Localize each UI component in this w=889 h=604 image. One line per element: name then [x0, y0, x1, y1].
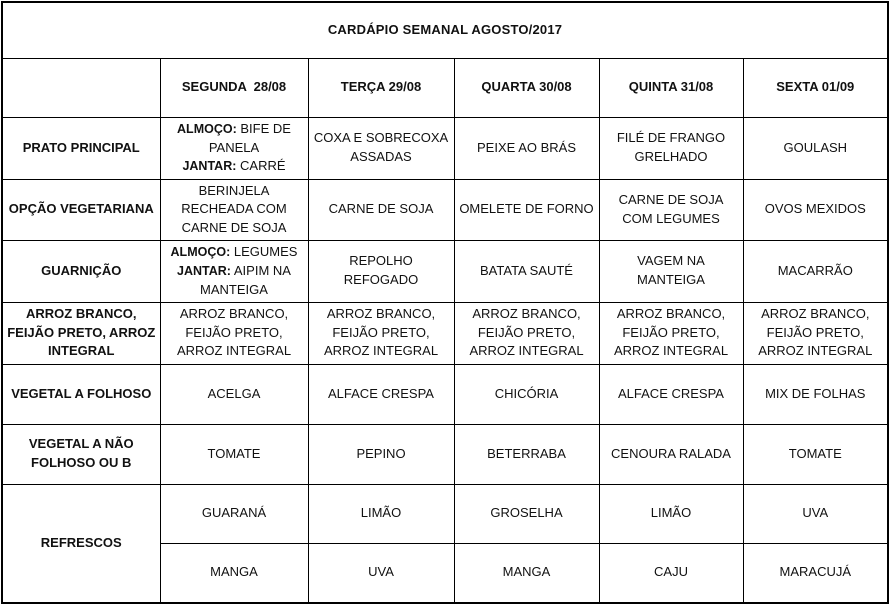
row-label-arroz-feijao: ARROZ BRANCO, FEIJÃO PRETO, ARROZ INTEGRAL [2, 302, 160, 364]
row-opcao-vegetariana [2, 179, 888, 241]
cell-guarnicao-quarta: BATATA SAUTÉ [454, 241, 599, 303]
row-arroz-feijao [2, 302, 888, 364]
cell-vegetal-nao-folhoso-quinta: CENOURA RALADA [599, 424, 743, 484]
weekly-menu-table [1, 1, 889, 604]
row-label-guarnicao: GUARNIÇÃO [2, 241, 160, 303]
title-row [2, 2, 888, 58]
almoco-line: ALMOÇO: LEGUMES [170, 244, 298, 260]
cell-prato-principal-sexta: GOULASH [743, 117, 888, 179]
cell-vegetal-nao-folhoso-segunda: TOMATE [160, 424, 308, 484]
cell-guarnicao-sexta: MACARRÃO [743, 241, 888, 303]
corner-cell [2, 58, 160, 117]
cell-vegetal-folhoso-terca: ALFACE CRESPA [308, 364, 454, 424]
jantar-line: JANTAR: CARRÉ [182, 158, 286, 174]
cell-refrescos2-sexta: MARACUJÁ [743, 543, 888, 603]
row-vegetal-nao-folhoso [2, 424, 888, 484]
cell-guarnicao-terca: REPOLHO REFOGADO [308, 241, 454, 303]
cell-refrescos1-quinta: LIMÃO [599, 484, 743, 543]
cell-arroz-feijao-terca: ARROZ BRANCO, FEIJÃO PRETO, ARROZ INTEGRAL [308, 302, 454, 364]
weekly-menu-document [0, 1, 889, 603]
cell-refrescos2-segunda: MANGA [160, 543, 308, 603]
cell-refrescos1-sexta: UVA [743, 484, 888, 543]
cell-refrescos2-quinta: CAJU [599, 543, 743, 603]
row-label-opcao-vegetariana: OPÇÃO VEGETARIANA [2, 179, 160, 241]
day-header-row [2, 58, 888, 117]
cell-refrescos1-quarta: GROSELHA [454, 484, 599, 543]
jantar-line: JANTAR: AIPIM NA MANTEIGA [177, 262, 291, 297]
cell-refrescos1-segunda: GUARANÁ [160, 484, 308, 543]
col-header-terca: TERÇA 29/08 [308, 58, 454, 117]
cell-prato-principal-terca: COXA E SOBRECOXA ASSADAS [308, 117, 454, 179]
row-label-refrescos: REFRESCOS [2, 484, 160, 603]
col-header-segunda: SEGUNDA 28/08 [160, 58, 308, 117]
cell-vegetal-nao-folhoso-sexta: TOMATE [743, 424, 888, 484]
cell-vegetal-folhoso-quinta: ALFACE CRESPA [599, 364, 743, 424]
cell-arroz-feijao-quinta: ARROZ BRANCO, FEIJÃO PRETO, ARROZ INTEGRAL [599, 302, 743, 364]
cell-vegetal-nao-folhoso-quarta: BETERRABA [454, 424, 599, 484]
almoco-line: ALMOÇO: BIFE DE PANELA [177, 120, 291, 155]
cell-guarnicao-segunda [160, 241, 308, 303]
cell-opcao-vegetariana-sexta: OVOS MEXIDOS [743, 179, 888, 241]
cell-opcao-vegetariana-segunda: BERINJELA RECHEADA COM CARNE DE SOJA [160, 179, 308, 241]
row-prato-principal [2, 117, 888, 179]
cell-arroz-feijao-segunda: ARROZ BRANCO, FEIJÃO PRETO, ARROZ INTEGRAL [160, 302, 308, 364]
cell-arroz-feijao-quarta: ARROZ BRANCO, FEIJÃO PRETO, ARROZ INTEGRAL [454, 302, 599, 364]
col-header-quinta: QUINTA 31/08 [599, 58, 743, 117]
cell-opcao-vegetariana-quinta: CARNE DE SOJA COM LEGUMES [599, 179, 743, 241]
cell-prato-principal-segunda [160, 117, 308, 179]
row-refrescos-linha1 [2, 484, 888, 543]
row-guarnicao [2, 241, 888, 303]
row-label-vegetal-nao-folhoso: VEGETAL A NÃO FOLHOSO OU B [2, 424, 160, 484]
cell-arroz-feijao-sexta: ARROZ BRANCO, FEIJÃO PRETO, ARROZ INTEGRAL [743, 302, 888, 364]
row-label-prato-principal: PRATO PRINCIPAL [2, 117, 160, 179]
col-header-quarta: QUARTA 30/08 [454, 58, 599, 117]
cell-prato-principal-quarta: PEIXE AO BRÁS [454, 117, 599, 179]
row-label-vegetal-folhoso: VEGETAL A FOLHOSO [2, 364, 160, 424]
row-vegetal-folhoso [2, 364, 888, 424]
cell-guarnicao-quinta: VAGEM NA MANTEIGA [599, 241, 743, 303]
page-title: CARDÁPIO SEMANAL AGOSTO/2017 [2, 2, 888, 58]
cell-vegetal-folhoso-quarta: CHICÓRIA [454, 364, 599, 424]
cell-vegetal-folhoso-sexta: MIX DE FOLHAS [743, 364, 888, 424]
cell-vegetal-nao-folhoso-terca: PEPINO [308, 424, 454, 484]
cell-prato-principal-quinta: FILÉ DE FRANGO GRELHADO [599, 117, 743, 179]
cell-vegetal-folhoso-segunda: ACELGA [160, 364, 308, 424]
col-header-sexta: SEXTA 01/09 [743, 58, 888, 117]
cell-refrescos2-terca: UVA [308, 543, 454, 603]
cell-opcao-vegetariana-terca: CARNE DE SOJA [308, 179, 454, 241]
cell-refrescos1-terca: LIMÃO [308, 484, 454, 543]
cell-opcao-vegetariana-quarta: OMELETE DE FORNO [454, 179, 599, 241]
cell-refrescos2-quarta: MANGA [454, 543, 599, 603]
